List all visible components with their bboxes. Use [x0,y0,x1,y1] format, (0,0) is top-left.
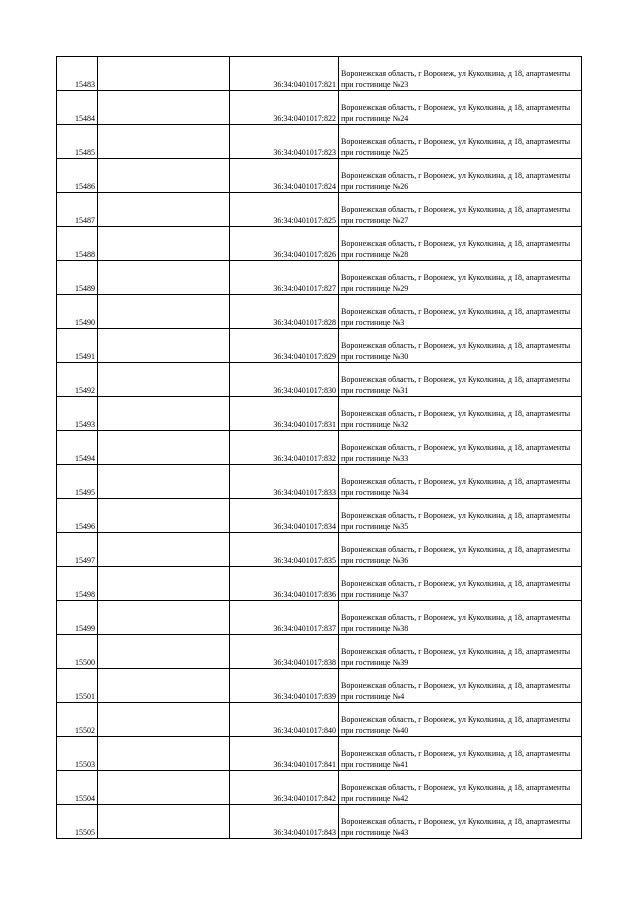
address-cell: Воронежская область, г Воронеж, ул Куколкина, д 18, апартаменты при гостинице №36 [339,533,582,567]
empty-cell [98,91,230,125]
empty-cell [98,737,230,771]
table-row [57,91,582,125]
address-cell: Воронежская область, г Воронеж, ул Куколкина, д 18, апартаменты при гостинице №27 [339,193,582,227]
empty-cell [98,261,230,295]
address-cell: Воронежская область, г Воронеж, ул Куколкина, д 18, апартаменты при гостинице №32 [339,397,582,431]
empty-cell [98,159,230,193]
table-row [57,499,582,533]
address-cell: Воронежская область, г Воронеж, ул Куколкина, д 18, апартаменты при гостинице №23 [339,57,582,91]
cadastral-number-cell: 36:34:0401017:835 [230,533,339,567]
row-number-cell: 15492 [57,363,98,397]
table-row [57,159,582,193]
address-cell: Воронежская область, г Воронеж, ул Куколкина, д 18, апартаменты при гостинице №39 [339,635,582,669]
row-number-cell: 15504 [57,771,98,805]
address-cell: Воронежская область, г Воронеж, ул Куколкина, д 18, апартаменты при гостинице №3 [339,295,582,329]
cadastral-number-cell: 36:34:0401017:822 [230,91,339,125]
table-row [57,737,582,771]
empty-cell [98,431,230,465]
address-cell: Воронежская область, г Воронеж, ул Куколкина, д 18, апартаменты при гостинице №35 [339,499,582,533]
empty-cell [98,635,230,669]
table-row [57,329,582,363]
cadastral-number-cell: 36:34:0401017:830 [230,363,339,397]
table-row [57,397,582,431]
cadastral-number-cell: 36:34:0401017:842 [230,771,339,805]
address-cell: Воронежская область, г Воронеж, ул Куколкина, д 18, апартаменты при гостинице №4 [339,669,582,703]
row-number-cell: 15485 [57,125,98,159]
cadastral-number-cell: 36:34:0401017:821 [230,57,339,91]
table-row [57,363,582,397]
cadastral-number-cell: 36:34:0401017:823 [230,125,339,159]
cadastral-number-cell: 36:34:0401017:829 [230,329,339,363]
address-cell: Воронежская область, г Воронеж, ул Куколкина, д 18, апартаменты при гостинице №33 [339,431,582,465]
row-number-cell: 15499 [57,601,98,635]
row-number-cell: 15495 [57,465,98,499]
empty-cell [98,703,230,737]
row-number-cell: 15483 [57,57,98,91]
table-row [57,431,582,465]
address-cell: Воронежская область, г Воронеж, ул Куколкина, д 18, апартаменты при гостинице №24 [339,91,582,125]
row-number-cell: 15496 [57,499,98,533]
cadastral-number-cell: 36:34:0401017:831 [230,397,339,431]
row-number-cell: 15500 [57,635,98,669]
cadastral-number-cell: 36:34:0401017:825 [230,193,339,227]
row-number-cell: 15497 [57,533,98,567]
empty-cell [98,227,230,261]
row-number-cell: 15501 [57,669,98,703]
row-number-cell: 15487 [57,193,98,227]
cadastral-number-cell: 36:34:0401017:833 [230,465,339,499]
table-row [57,193,582,227]
table-row [57,669,582,703]
empty-cell [98,329,230,363]
address-cell: Воронежская область, г Воронеж, ул Куколкина, д 18, апартаменты при гостинице №38 [339,601,582,635]
cadastral-number-cell: 36:34:0401017:838 [230,635,339,669]
address-cell: Воронежская область, г Воронеж, ул Куколкина, д 18, апартаменты при гостинице №30 [339,329,582,363]
empty-cell [98,125,230,159]
empty-cell [98,601,230,635]
address-cell: Воронежская область, г Воронеж, ул Куколкина, д 18, апартаменты при гостинице №40 [339,703,582,737]
cadastral-number-cell: 36:34:0401017:827 [230,261,339,295]
table-row [57,125,582,159]
cadastral-number-cell: 36:34:0401017:828 [230,295,339,329]
cadastral-number-cell: 36:34:0401017:841 [230,737,339,771]
table-row [57,465,582,499]
address-cell: Воронежская область, г Воронеж, ул Куколкина, д 18, апартаменты при гостинице №25 [339,125,582,159]
table-row [57,295,582,329]
empty-cell [98,533,230,567]
address-cell: Воронежская область, г Воронеж, ул Куколкина, д 18, апартаменты при гостинице №37 [339,567,582,601]
row-number-cell: 15490 [57,295,98,329]
empty-cell [98,363,230,397]
cadastral-number-cell: 36:34:0401017:837 [230,601,339,635]
empty-cell [98,295,230,329]
cadastral-number-cell: 36:34:0401017:832 [230,431,339,465]
cadastral-number-cell: 36:34:0401017:834 [230,499,339,533]
empty-cell [98,805,230,839]
row-number-cell: 15484 [57,91,98,125]
registry-table-body [57,57,582,839]
empty-cell [98,669,230,703]
empty-cell [98,57,230,91]
cadastral-number-cell: 36:34:0401017:840 [230,703,339,737]
table-row [57,261,582,295]
row-number-cell: 15503 [57,737,98,771]
table-row [57,227,582,261]
registry-table [56,56,582,839]
table-row [57,805,582,839]
empty-cell [98,567,230,601]
address-cell: Воронежская область, г Воронеж, ул Куколкина, д 18, апартаменты при гостинице №42 [339,771,582,805]
row-number-cell: 15494 [57,431,98,465]
row-number-cell: 15498 [57,567,98,601]
table-row [57,771,582,805]
cadastral-number-cell: 36:34:0401017:826 [230,227,339,261]
table-row [57,635,582,669]
address-cell: Воронежская область, г Воронеж, ул Куколкина, д 18, апартаменты при гостинице №41 [339,737,582,771]
row-number-cell: 15491 [57,329,98,363]
cadastral-number-cell: 36:34:0401017:843 [230,805,339,839]
cadastral-number-cell: 36:34:0401017:836 [230,567,339,601]
table-row [57,703,582,737]
row-number-cell: 15493 [57,397,98,431]
row-number-cell: 15502 [57,703,98,737]
address-cell: Воронежская область, г Воронеж, ул Куколкина, д 18, апартаменты при гостинице №28 [339,227,582,261]
row-number-cell: 15488 [57,227,98,261]
table-row [57,567,582,601]
empty-cell [98,193,230,227]
table-row [57,57,582,91]
cadastral-number-cell: 36:34:0401017:839 [230,669,339,703]
empty-cell [98,771,230,805]
row-number-cell: 15489 [57,261,98,295]
row-number-cell: 15505 [57,805,98,839]
cadastral-number-cell: 36:34:0401017:824 [230,159,339,193]
empty-cell [98,499,230,533]
address-cell: Воронежская область, г Воронеж, ул Куколкина, д 18, апартаменты при гостинице №43 [339,805,582,839]
address-cell: Воронежская область, г Воронеж, ул Куколкина, д 18, апартаменты при гостинице №26 [339,159,582,193]
empty-cell [98,397,230,431]
address-cell: Воронежская область, г Воронеж, ул Куколкина, д 18, апартаменты при гостинице №29 [339,261,582,295]
empty-cell [98,465,230,499]
table-row [57,533,582,567]
address-cell: Воронежская область, г Воронеж, ул Куколкина, д 18, апартаменты при гостинице №31 [339,363,582,397]
row-number-cell: 15486 [57,159,98,193]
address-cell: Воронежская область, г Воронеж, ул Куколкина, д 18, апартаменты при гостинице №34 [339,465,582,499]
table-row [57,601,582,635]
